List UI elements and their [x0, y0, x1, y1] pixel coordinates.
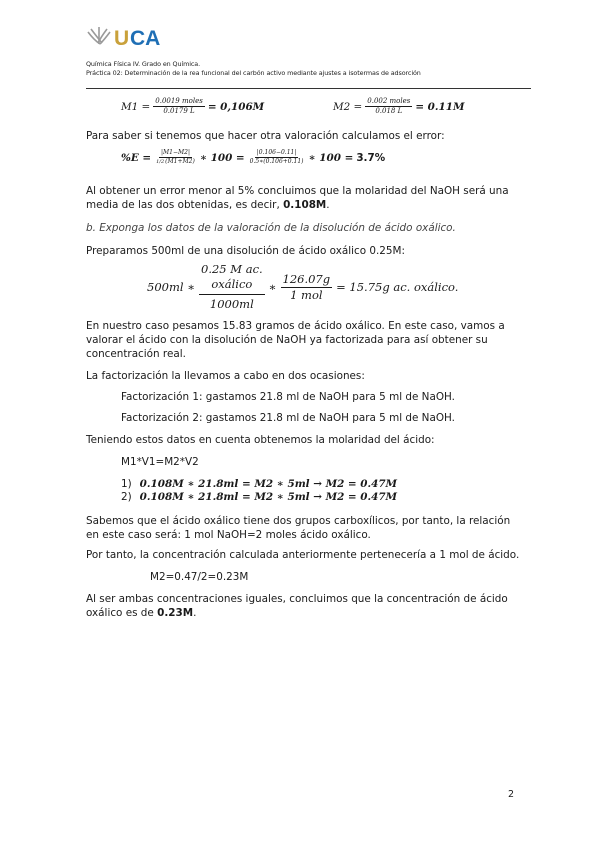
eq-m1-result: = 0,106M — [207, 100, 265, 113]
page-number: 2 — [508, 789, 515, 800]
formula-dilution: M1*V1=M2*V2 — [121, 456, 199, 468]
equation-m2 — [333, 97, 465, 116]
conclusion1-period: . — [326, 199, 330, 211]
paragraph-concentration: Por tanto, la concentración calculada anteriormente pertenecería a 1 mol de ácido. — [86, 549, 520, 561]
factorization-2: Factorización 2: gastamos 21.8 ml de NaOH para 5 ml de NaOH. — [121, 412, 455, 424]
final-text: oxálico es de — [86, 607, 154, 619]
eq-error-half-value: 1/2 — [156, 158, 165, 165]
eq-error-den2: 0.5∗(0.106+0.11) — [249, 158, 304, 165]
calc-2-equation: 0.108M ∗ 21.8ml = M2 ∗ 5ml → M2 = 0.47M — [139, 491, 398, 503]
eq-prep-denominator2: 1 mol — [290, 287, 323, 302]
header-course-line: Química Física IV. Grado en Química. — [86, 60, 201, 68]
paragraph-molarity-intro: Teniendo estos datos en cuenta obtenemos la molaridad del ácido: — [86, 434, 435, 446]
equation-m1 — [121, 97, 264, 116]
header-rule — [86, 88, 531, 89]
eq-m2-lhs: M2 = — [333, 100, 363, 113]
eq-m1-lhs: M1 = — [121, 100, 151, 113]
paragraph-carboxyl-line1: Sabemos que el ácido oxálico tiene dos grupos carboxílicos, por tanto, la relación — [86, 515, 511, 527]
eq-prep-numerator-b: oxálico — [211, 277, 253, 291]
equation-error — [121, 149, 385, 166]
paragraph-weigh-line2: valorar el ácido con la disolución de NaOH ya factorizada para así obtener su — [86, 334, 488, 346]
eq-error-lhs: %E = — [121, 151, 152, 164]
eq-prep-numerator2: 126.07g — [282, 271, 331, 286]
m2-calculation: M2=0.47/2=0.23M — [150, 571, 249, 583]
section-b-heading: b. Exponga los datos de la valoración de la disolución de ácido oxálico. — [86, 222, 456, 234]
paragraph-weigh-line3: concentración real. — [86, 348, 186, 360]
eq-prep-denominator: 1000ml — [209, 297, 254, 311]
eq-prep-lhs: 500ml ∗ — [147, 279, 196, 294]
equation-preparation — [147, 262, 458, 312]
uca-logo — [86, 24, 166, 50]
eq-error-den1: (M1+M2) — [165, 158, 195, 165]
eq-error-num2: |0.106−0.11| — [256, 149, 297, 156]
paragraph-conclusion1-line2 — [86, 198, 330, 212]
eq-prep-numerator-a: 0.25 M ac. — [201, 262, 263, 276]
paragraph-final-line2 — [86, 606, 196, 620]
header-practice-line: Práctica 02: Determinación de la rea funcional del carbón activo mediante ajustes a isotermas de adsorción — [86, 69, 421, 77]
eq-error-num1: |M1−M2| — [160, 149, 190, 156]
paragraph-weigh-line1: En nuestro caso pesamos 15.83 gramos de ácido oxálico. En este caso, vamos a — [86, 320, 505, 332]
calc-1-equation: 0.108M ∗ 21.8ml = M2 ∗ 5ml → M2 = 0.47M — [139, 478, 398, 490]
paragraph-preparation: Preparamos 500ml de una disolución de ácido oxálico 0.25M: — [86, 245, 405, 257]
svg-text:CA: CA — [130, 27, 161, 50]
conclusion1-text: media de las dos obtenidas, es decir, — [86, 199, 280, 211]
eq-m1-numerator: 0.0019 moles — [155, 97, 203, 105]
uca-emblem-icon — [86, 24, 166, 50]
conclusion1-value: 0.108M — [283, 199, 327, 211]
calc-1-number: 1) — [121, 478, 132, 490]
eq-error-result: 3.7% — [356, 151, 386, 164]
eq-error-half — [156, 160, 164, 165]
paragraph-carboxyl-line2: en este caso será: 1 mol NaOH=2 moles ácido oxálico. — [86, 529, 371, 541]
eq-m2-result: = 0.11M — [415, 100, 465, 113]
eq-m2-denominator: 0.018 L — [375, 107, 403, 115]
eq-error-mult2: ∗ 100 = — [308, 151, 354, 164]
paragraph-conclusion1-line1: Al obtener un error menor al 5% concluimos que la molaridad del NaOH será una — [86, 185, 509, 197]
eq-prep-result: = 15.75g ac. oxálico. — [336, 279, 459, 294]
eq-error-mult1: ∗ 100 = — [199, 151, 245, 164]
calc-2-number: 2) — [121, 491, 132, 503]
calculation-1 — [121, 477, 397, 491]
paragraph-factorization-intro: La factorización la llevamos a cabo en dos ocasiones: — [86, 370, 365, 382]
final-value: 0.23M — [157, 607, 194, 619]
eq-prep-mult: ∗ — [268, 279, 277, 294]
svg-text:U: U — [114, 27, 130, 50]
calculation-2 — [121, 490, 397, 504]
paragraph-error-intro: Para saber si tenemos que hacer otra valoración calculamos el error: — [86, 130, 445, 142]
eq-m1-denominator: 0.0179 L — [163, 107, 195, 115]
paragraph-final-line1: Al ser ambas concentraciones iguales, concluimos que la concentración de ácido — [86, 593, 508, 605]
final-period: . — [193, 607, 197, 619]
factorization-1: Factorización 1: gastamos 21.8 ml de NaOH para 5 ml de NaOH. — [121, 391, 455, 403]
eq-m2-numerator: 0.002 moles — [367, 97, 411, 105]
